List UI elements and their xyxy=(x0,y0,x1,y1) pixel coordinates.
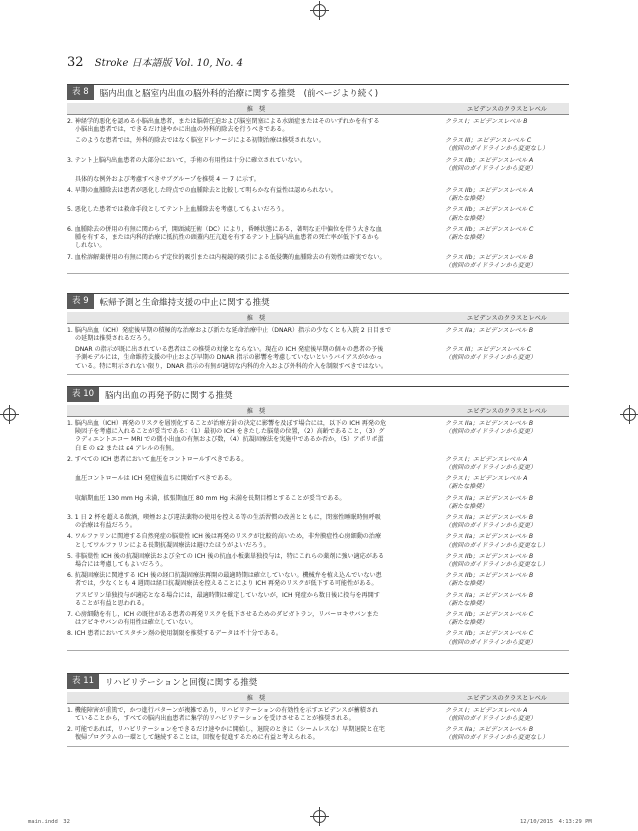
table-row xyxy=(67,206,569,223)
evidence-class: クラス I；エビデンスレベル A （前回のガイドラインから変更） xyxy=(445,706,537,723)
table-row xyxy=(67,254,569,271)
column-header-evidence: エビデンスのクラスとレベル xyxy=(467,408,547,415)
recommendation-text: 具体的な例外および考慮すべきサブグループを推奨 4 ～ 7 に示す。 xyxy=(75,175,260,183)
table-label: 表 11 xyxy=(67,674,99,689)
table-row xyxy=(67,346,569,371)
evidence-class: クラス IIb；エビデンスレベル B （前回のガイドラインから変更） xyxy=(445,253,537,269)
table-8 xyxy=(67,84,569,274)
table-row xyxy=(67,514,569,531)
table-header-row xyxy=(67,312,569,324)
evidence-class: クラス IIb；エビデンスレベル B （前回のガイドラインから変更なし） xyxy=(445,552,549,569)
evidence-class: クラス IIb；エビデンスレベル C （前回のガイドラインから変更） xyxy=(445,630,537,646)
table-title: 脳内出血の再発予防に関する推奨 xyxy=(105,390,233,401)
evidence-class: クラス IIb；エビデンスレベル A （新たな推奨） xyxy=(445,187,534,203)
evidence-class xyxy=(433,176,569,184)
evidence-class: クラス IIa；エビデンスレベル B （前回のガイドラインから変更） xyxy=(445,513,537,530)
table-caption xyxy=(67,673,569,689)
recommendation-text: 収縮期血圧 130 mm Hg 未満，拡張期血圧 80 mm Hg 未満を長期目標とすることが妥当である。 xyxy=(75,494,346,502)
table-caption xyxy=(67,84,569,100)
table-row xyxy=(67,630,569,647)
running-header xyxy=(67,54,243,70)
evidence-class: クラス IIa；エビデンスレベル B （前回のガイドラインから変更なし） xyxy=(445,726,549,742)
table-label: 表 8 xyxy=(67,85,94,100)
table-row xyxy=(67,726,569,743)
recommendation-text: 5. 悪化した患者では救命手段としてテント上血腫除去を考慮してもよいだろう。 xyxy=(67,206,288,214)
registration-mark-bottom xyxy=(313,810,326,823)
registration-mark-left xyxy=(3,408,16,421)
column-header-evidence: エビデンスのクラスとレベル xyxy=(467,315,547,322)
column-header-recommendation: 推 奨 xyxy=(246,106,266,113)
table-row xyxy=(67,475,569,492)
evidence-class: クラス IIb；エビデンスレベル B （新たな推奨） xyxy=(445,572,534,588)
evidence-class: クラス IIa；エビデンスレベル B （前回のガイドラインから変更） xyxy=(445,419,537,436)
recommendation-text: アスピリン単独投与が適応となる場合には，最適時期は確定していないが，ICH 発症から数日後に投与を再開す ることが有益と思われる。 xyxy=(75,591,380,607)
table-row xyxy=(67,118,569,135)
recommendation-text: 4. 早期の血腫除去は患者が悪化した時点での血腫除去と比較して明らかな有益性は認められない。 xyxy=(67,187,337,195)
recommendation-text: 6. 抗凝固療法に関連する ICH 後の経口抗凝固療法再開の最適時期は確立していない。機械弁を植え込んでいない患 者では，少なくとも 4 週間は経口抗凝固療法を控えることにより ICH 再発のリスクが低下する可能性がある。 xyxy=(67,572,382,588)
recommendation-text: 1. 脳内出血（ICH）再発のリスクを層別化することが治療方針の決定に影響を及ぼす場合には，以下の ICH 再発の危 険因子を考慮に入れることが妥当である：（1）最初の ICH をきたした脳葉の位置，（2）高齢であること，（3）グ ラディエントエコー MRI での微小出血の有無および数，（4）抗凝固療法を実施中であるか否か，（5）アポリポ蛋 白 E の ε2 または ε4 アレルの有無。 xyxy=(67,419,387,452)
table-header-row xyxy=(67,103,569,115)
recommendation-text: 1. 機能障害が重篤で，かつ進行パターンが複雑であり，リハビリテーションの有効性を示すエビデンスが蓄積され ていることから，すべての脳内出血患者に集学的リハビリテーションを受けさせることが推奨される。 xyxy=(67,706,379,723)
recommendation-text: 8. ICH 患者においてスタチン剤の使用制限を推奨するデータは不十分である。 xyxy=(67,630,283,638)
footer-timestamp: 12/10/2015 4:13:29 PM xyxy=(520,819,592,825)
table-row xyxy=(67,553,569,570)
page-number: 32 xyxy=(67,55,84,70)
recommendation-text: 2. 神経学的悪化を認める小脳出血患者，または脳幹圧迫および脳室閉塞による水頭症またはそのいずれかを有する 小脳出血患者では，できるだけ速やかに出血の外科的除去を行うべきである。 xyxy=(67,117,380,134)
evidence-class: クラス I；エビデンスレベル A （新たな推奨） xyxy=(445,475,528,491)
recommendation-text: DNAR の指示が既に出されている患者はこの推奨の対象とならない。現在の ICH 発症後早期の個々の患者の予後 予測モデルには，生命維持支援の中止および早期の DNAR 指示の影響を考慮していないというバイアスがかかっ ている。特に明示されない限り，DNAR 指示の有無が適切な内科的介入および外科的介入を制限すべきではない。 xyxy=(75,346,387,370)
evidence-class: クラス I；エビデンスレベル A （前回のガイドラインから変更） xyxy=(445,455,537,472)
table-10 xyxy=(67,386,569,651)
evidence-class: クラス IIa；エビデンスレベル B xyxy=(445,326,534,334)
table-bottom-rule xyxy=(67,374,569,375)
recommendation-text: 7. 心房細動を有し，ICH の既往がある患者の再発リスクを低下させるためのダビガトラン，リバーロキサバンまた はアピキサバンの有用性は確立していない。 xyxy=(67,610,379,627)
table-row xyxy=(67,327,569,344)
evidence-class: クラス IIb；エビデンスレベル C （新たな推奨） xyxy=(445,206,534,222)
table-bottom-rule xyxy=(67,650,569,651)
table-row xyxy=(67,176,569,184)
evidence-class: クラス IIa；エビデンスレベル B （前回のガイドラインから変更なし） xyxy=(445,533,549,549)
table-row xyxy=(67,226,569,251)
footer-filename: main.indd 32 xyxy=(28,819,70,825)
table-row xyxy=(67,707,569,724)
evidence-class: クラス IIb；エビデンスレベル C （新たな推奨） xyxy=(445,610,534,627)
recommendation-text: 1. 脳内出血（ICH）発症後早期の積極的な治療および新たな延命治療中止（DNAR）指示の少なくとも入院 2 日目まで の延期は推奨されるだろう。 xyxy=(67,326,392,343)
evidence-class: クラス IIb；エビデンスレベル A （前回のガイドラインから変更） xyxy=(445,156,537,172)
table-title: リハビリテーションと回復に関する推奨 xyxy=(105,677,258,688)
column-header-evidence: エビデンスのクラスとレベル xyxy=(467,106,547,113)
table-caption xyxy=(67,293,569,309)
table-row xyxy=(67,592,569,609)
recommendation-text: 2. すべての ICH 患者において血圧をコントロールすべきである。 xyxy=(67,455,248,463)
recommendation-text: このような患者では，外科的除去ではなく脳室ドレナージによる初期治療は推奨されない。 xyxy=(75,137,325,145)
registration-mark-top xyxy=(313,4,326,17)
table-title: 転帰予測と生命維持支援の中止に関する推奨 xyxy=(99,297,270,308)
evidence-class: クラス III；エビデンスレベル C （前回のガイドラインから変更なし） xyxy=(445,137,549,153)
table-caption xyxy=(67,386,569,402)
registration-mark-right xyxy=(623,408,636,421)
table-row xyxy=(67,495,569,512)
evidence-class: クラス IIa；エビデンスレベル B （新たな推奨） xyxy=(445,494,534,510)
column-header-recommendation: 推 奨 xyxy=(246,315,266,322)
table-row xyxy=(67,187,569,204)
table-row xyxy=(67,611,569,628)
table-row xyxy=(67,420,569,453)
table-header-row xyxy=(67,692,569,704)
table-11 xyxy=(67,673,569,747)
recommendation-text: 4. ワルファリンに関連する自然発症の脳葉性 ICH 後は再発のリスクが比較的高いため，非弁膜症性心房細動の治療 としてワルファリンによる長期抗凝固療法は避けたほうがよいだろう。 xyxy=(67,533,382,549)
table-title: 脳内出血と脳室内出血の脳外科的治療に関する推奨 (前ページより続く) xyxy=(99,88,379,99)
table-row xyxy=(67,572,569,589)
table-row xyxy=(67,533,569,550)
recommendation-text: 3. 1 日 2 杯を超える飲酒，喫煙および違法薬物の使用を控える等の生活習慣の改善とともに，閉塞性睡眠時無呼吸 の治療は有益だろう。 xyxy=(67,513,381,530)
column-header-evidence: エビデンスのクラスとレベル xyxy=(467,695,547,702)
table-bottom-rule xyxy=(67,746,569,747)
recommendation-text: 6. 血腫除去の併用の有無に関わらず，開頭減圧術（DC）により，昏睡状態にある，著明な正中偏位を伴う大きな血 腫を有する，または内科的治療に抵抗性の頭蓋内圧亢進を有するテント上脳内出血患者の死亡率が低下するかも しれない。 xyxy=(67,225,382,250)
table-row xyxy=(67,157,569,174)
table-label: 表 10 xyxy=(67,387,99,402)
evidence-class: クラス III；エビデンスレベル C （前回のガイドラインから変更） xyxy=(445,346,537,362)
table-row xyxy=(67,456,569,473)
evidence-class: クラス I；エビデンスレベル B xyxy=(445,117,528,125)
recommendation-text: 2. 可能であれば，リハビリテーションをできるだけ速やかに開始し，退院のときに（シームレスな）早期退院と在宅 復帰プログラムの一環として継続することは，回復を促進するために有益と考えられる。 xyxy=(67,726,385,742)
evidence-class: クラス IIa；エビデンスレベル B （新たな推奨） xyxy=(445,591,534,607)
recommendation-text: 3. テント上脳内出血患者の大部分において，手術の有用性は十分に確立されていない。 xyxy=(67,156,306,164)
table-header-row xyxy=(67,405,569,417)
column-header-recommendation: 推 奨 xyxy=(246,408,266,415)
table-label: 表 9 xyxy=(67,294,94,309)
recommendation-text: 5. 非脳葉性 ICH 後の抗凝固療法および全ての ICH 後の抗血小板薬単独投与は，特にこれらの薬剤に強い適応がある 場合には考慮してもよいだろう。 xyxy=(67,552,385,569)
table-row xyxy=(67,137,569,154)
table-9 xyxy=(67,293,569,375)
recommendation-text: 7. 血栓溶解薬併用の有無に関わらず定位的吸引または内視鏡的吸引による低侵襲的血腫除去の有効性は確実でない。 xyxy=(67,253,386,261)
table-bottom-rule xyxy=(67,273,569,274)
evidence-class: クラス IIb；エビデンスレベル C （新たな推奨） xyxy=(445,225,534,242)
recommendation-text: 血圧コントロールは ICH 発症後直ちに開始すべきである。 xyxy=(75,475,236,483)
journal-title: Stroke 日本語版 Vol. 10, No. 4 xyxy=(94,58,244,69)
column-header-recommendation: 推 奨 xyxy=(246,695,266,702)
